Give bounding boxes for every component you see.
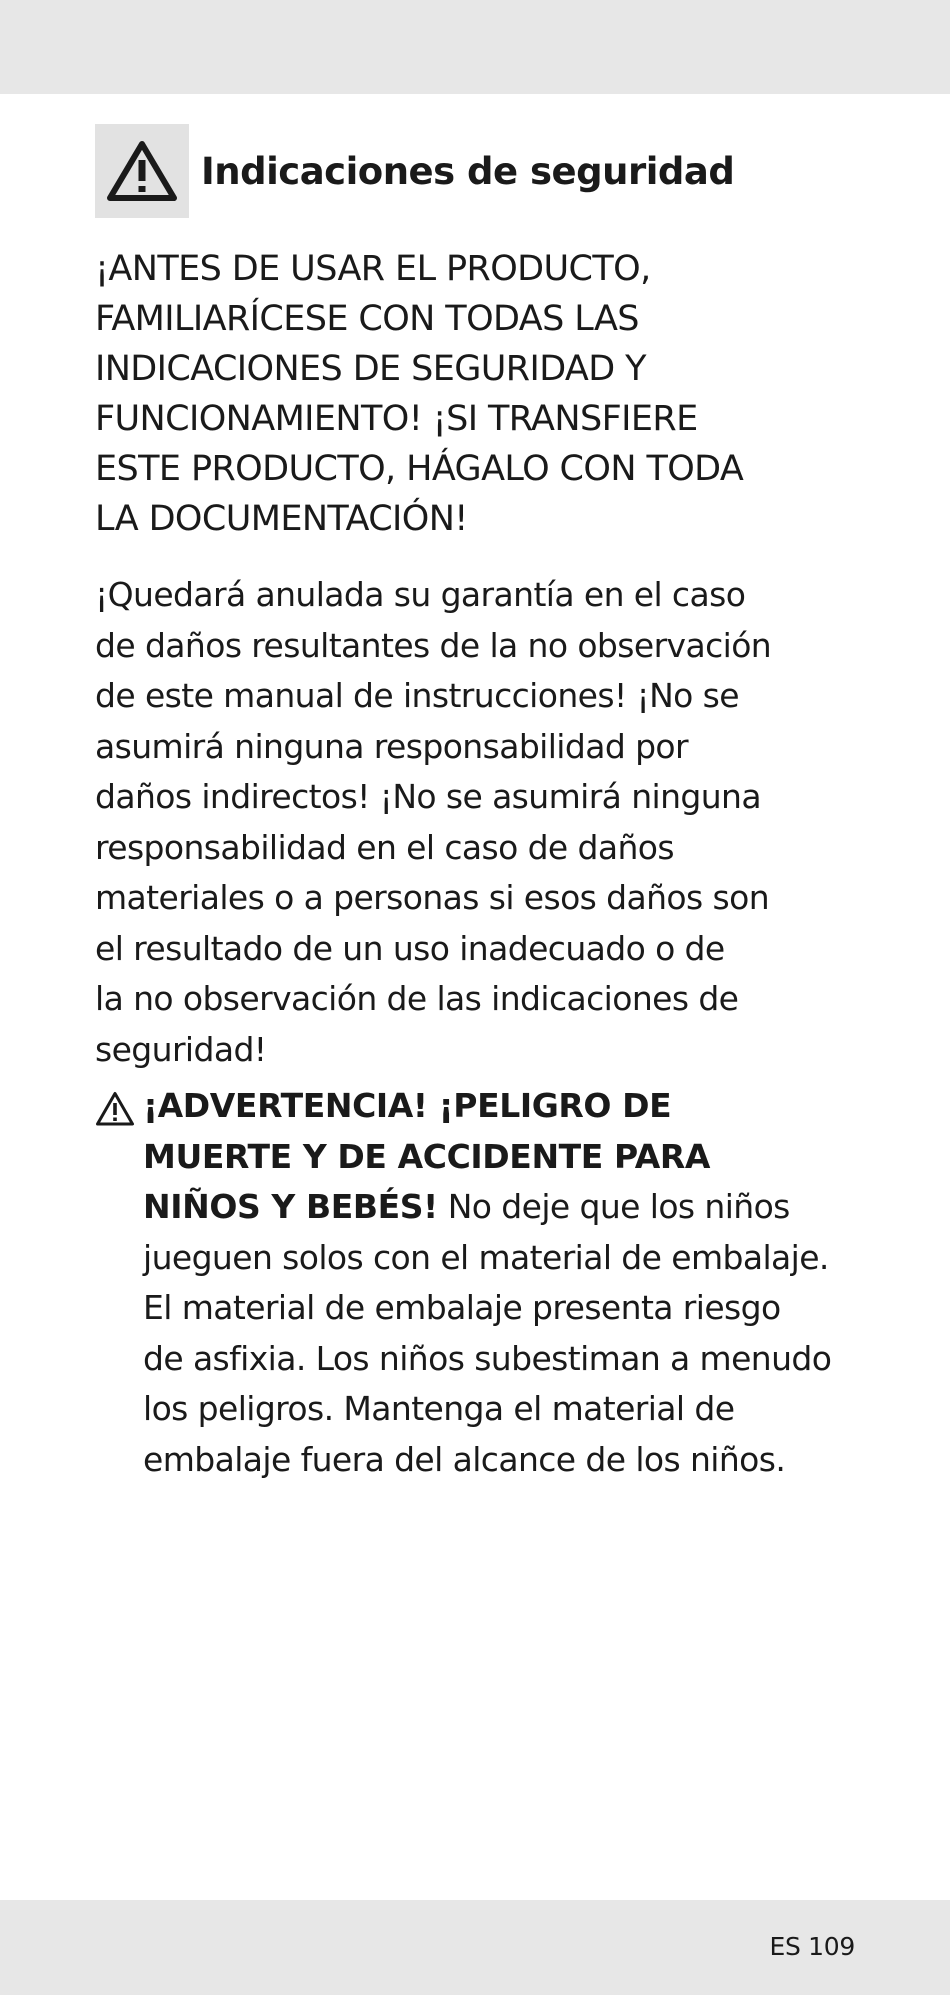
caps-line: FUNCIONAMIENTO! ¡SI TRANSFIERE: [95, 399, 698, 439]
caps-line: ESTE PRODUCTO, HÁGALO CON TODA: [95, 449, 744, 489]
caps-line: LA DOCUMENTACIÓN!: [95, 499, 468, 539]
body-line: ¡Quedará anulada su garantía en el caso: [95, 575, 746, 614]
warning-line: embalaje fuera del alcance de los niños.: [143, 1439, 786, 1479]
page-number: ES 109: [769, 1932, 855, 1961]
body-line: de daños resultantes de la no observación: [95, 625, 772, 665]
body-line: daños indirectos! ¡No se asumirá ninguna: [95, 777, 761, 816]
warning-bold-line: MUERTE Y DE ACCIDENTE PARA: [143, 1136, 711, 1176]
warning-bold-line: NIÑOS Y BEBÉS!: [143, 1187, 438, 1226]
warning-line: jueguen solos con el material de embalaje.: [143, 1237, 829, 1277]
warning-text-after-bold: No deje que los niños: [437, 1187, 790, 1226]
section-heading: [95, 124, 734, 218]
body-line: de este manual de instrucciones! ¡No se: [95, 676, 739, 715]
warning-line: El material de embalaje presenta riesgo: [143, 1288, 781, 1327]
caps-line: ¡ANTES DE USAR EL PRODUCTO,: [95, 249, 651, 289]
warning-triangle-icon: [95, 124, 189, 218]
section-title: Indicaciones de seguridad: [201, 149, 735, 193]
body-line: la no observación de las indicaciones de: [95, 979, 739, 1018]
body-line: responsabilidad en el caso de daños: [95, 827, 674, 867]
body-line: el resultado de un uso inadecuado o de: [95, 928, 725, 968]
caps-warning-paragraph: [95, 244, 875, 544]
body-line: seguridad!: [95, 1029, 267, 1069]
warning-line: los peligros. Mantenga el material de: [143, 1389, 735, 1428]
caps-line: FAMILIARÍCESE CON TODAS LAS: [95, 299, 639, 339]
body-line: materiales o a personas si esos daños son: [95, 878, 770, 917]
children-warning: [95, 1081, 885, 1485]
body-line: asumirá ninguna responsabilidad por: [95, 726, 688, 766]
warning-bold-line: ¡ADVERTENCIA! ¡PELIGRO DE: [143, 1086, 672, 1125]
warranty-paragraph: [95, 570, 885, 1075]
warning-triangle-icon: [95, 1091, 135, 1127]
caps-line: INDICACIONES DE SEGURIDAD Y: [95, 349, 646, 389]
warning-line: de asfixia. Los niños subestiman a menudo: [143, 1338, 832, 1378]
top-margin-band: [0, 0, 950, 94]
